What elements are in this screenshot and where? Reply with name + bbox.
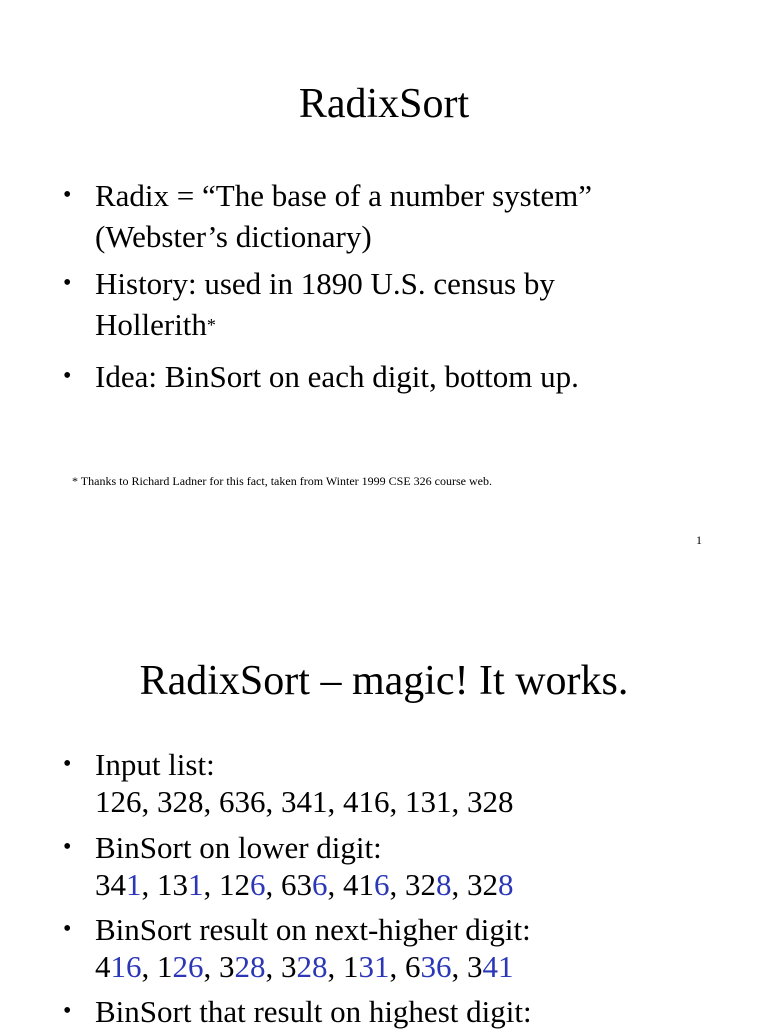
number-value: 126 <box>95 784 142 819</box>
number-value: 328 <box>467 784 514 819</box>
number-value <box>95 867 142 902</box>
slide-title: RadixSort – magic! It works. <box>139 658 629 704</box>
digit-plain: 3 <box>281 949 297 984</box>
number-value <box>281 867 328 902</box>
separator: , <box>451 867 467 902</box>
footnote: * Thanks to Richard Ladner for this fact, taken from Winter 1999 CSE 326 course web. <box>72 474 492 488</box>
number-value <box>343 867 390 902</box>
digit-highlight: 6 <box>374 867 390 902</box>
number-value: 416 <box>343 784 390 819</box>
number-value: 341 <box>281 784 328 819</box>
number-value <box>281 949 328 984</box>
digit-highlight: 26 <box>172 949 204 984</box>
bullet-label: BinSort on lower digit: <box>95 830 382 865</box>
digit-highlight: 8 <box>498 867 514 902</box>
separator: , <box>265 949 281 984</box>
bullet-line: History: used in 1890 U.S. census by <box>95 266 555 301</box>
digit-highlight: 36 <box>420 949 452 984</box>
digit-highlight: 1 <box>188 867 204 902</box>
number-value: 328 <box>157 784 204 819</box>
digit-plain: 63 <box>281 867 312 902</box>
separator: , <box>389 949 405 984</box>
separator: , <box>265 784 281 819</box>
digit-highlight: 6 <box>312 867 328 902</box>
digit-highlight: 28 <box>296 949 328 984</box>
bullet-line: (Webster’s dictionary) <box>95 219 372 254</box>
slide-title: RadixSort <box>298 81 470 127</box>
number-value <box>95 949 142 984</box>
number-list <box>95 781 514 822</box>
number-value <box>157 867 204 902</box>
digit-highlight: 6 <box>250 867 266 902</box>
separator: , <box>203 949 219 984</box>
digit-plain: 12 <box>219 867 250 902</box>
separator: , <box>141 784 157 819</box>
bullet-label: BinSort result on next-higher digit: <box>95 912 531 947</box>
number-list <box>95 864 514 905</box>
digit-plain: 1 <box>343 949 359 984</box>
digit-plain: 34 <box>95 867 126 902</box>
number-list <box>95 946 514 987</box>
digit-plain: 32 <box>467 867 498 902</box>
digit-plain: 13 <box>157 867 188 902</box>
digit-plain: 3 <box>467 949 483 984</box>
digit-plain: 6 <box>405 949 421 984</box>
page-number: 1 <box>696 533 702 547</box>
separator: , <box>327 784 343 819</box>
digit-highlight: 31 <box>358 949 390 984</box>
bullet-line: Idea: BinSort on each digit, bottom up. <box>95 359 579 394</box>
digit-highlight: 28 <box>234 949 266 984</box>
digit-plain: 32 <box>405 867 436 902</box>
digit-plain: 4 <box>95 949 111 984</box>
bullet-line-text: Hollerith <box>95 307 207 342</box>
separator: , <box>203 867 219 902</box>
bullet-dot: • <box>63 182 72 208</box>
bullet-label: Input list: <box>95 747 215 782</box>
digit-plain: 41 <box>343 867 374 902</box>
separator: , <box>141 949 157 984</box>
separator: , <box>451 784 467 819</box>
number-value <box>467 867 514 902</box>
footnote-marker: * <box>206 315 216 335</box>
digit-plain: 1 <box>157 949 173 984</box>
digit-highlight: 41 <box>482 949 514 984</box>
number-value <box>157 949 204 984</box>
digit-highlight: 1 <box>126 867 142 902</box>
separator: , <box>203 784 219 819</box>
bullet-dot: • <box>63 834 72 860</box>
bullet-line: Radix = “The base of a number system” <box>95 178 592 213</box>
number-value <box>405 867 452 902</box>
bullet-dot: • <box>63 363 72 389</box>
bullet-dot: • <box>63 916 72 942</box>
separator: , <box>389 867 405 902</box>
number-value <box>343 949 390 984</box>
separator: , <box>327 949 343 984</box>
number-value <box>219 949 266 984</box>
separator: , <box>451 949 467 984</box>
number-value: 131 <box>405 784 452 819</box>
bullet-dot: • <box>63 998 72 1024</box>
bullet-label: BinSort that result on highest digit: <box>95 994 532 1029</box>
digit-plain: 3 <box>219 949 235 984</box>
number-value <box>467 949 514 984</box>
separator: , <box>389 784 405 819</box>
digit-highlight: 16 <box>110 949 142 984</box>
separator: , <box>327 867 343 902</box>
separator: , <box>141 867 157 902</box>
bullet-dot: • <box>63 270 72 296</box>
digit-highlight: 8 <box>436 867 452 902</box>
separator: , <box>265 867 281 902</box>
number-value <box>219 867 266 902</box>
bullet-dot: • <box>63 751 72 777</box>
bullet-line <box>95 304 216 350</box>
number-value: 636 <box>219 784 266 819</box>
number-value <box>405 949 452 984</box>
slide-2 <box>0 575 768 1029</box>
